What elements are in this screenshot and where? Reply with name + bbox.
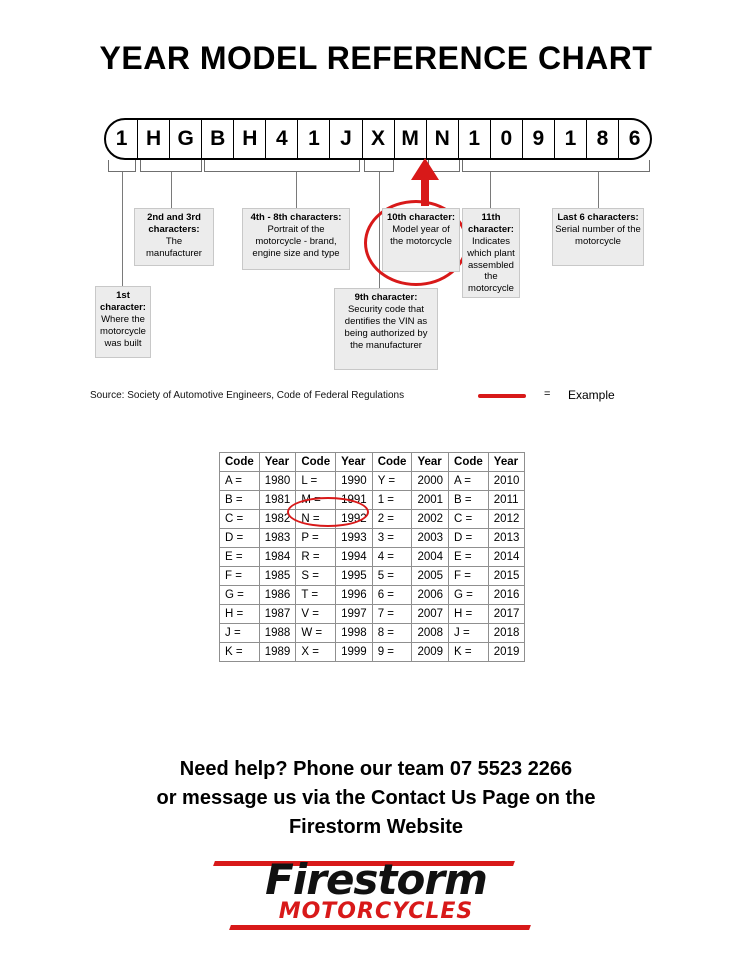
leader-line-11th: [490, 172, 491, 208]
callout-heading: 1st character:: [100, 290, 146, 313]
leader-line-1st: [122, 172, 123, 286]
cell-code: V =: [296, 605, 336, 624]
table-row: [220, 548, 525, 567]
column-header: Code: [296, 453, 336, 472]
cell-code: G =: [220, 586, 260, 605]
cell-code: 3 =: [372, 529, 412, 548]
vin-char: 1: [459, 120, 491, 158]
leader-line-4th-8th: [296, 172, 297, 208]
legend-red-line-icon: [478, 394, 526, 398]
cell-year: 1984: [259, 548, 296, 567]
column-header: Year: [259, 453, 296, 472]
cell-code: E =: [449, 548, 489, 567]
cell-code: A =: [220, 472, 260, 491]
callout-heading: 2nd and 3rd characters:: [147, 212, 201, 235]
table-row: [220, 529, 525, 548]
column-header: Year: [412, 453, 449, 472]
cell-code: J =: [449, 624, 489, 643]
footer-line-2: or message us via the Contact Us Page on the: [156, 787, 596, 809]
callout-heading: 4th - 8th characters:: [250, 212, 342, 223]
vin-char: 9: [523, 120, 555, 158]
callout-heading: 9th character:: [354, 292, 418, 303]
vin-char: 8: [587, 120, 619, 158]
cell-year: 1996: [336, 586, 373, 605]
vin-char: 1: [555, 120, 587, 158]
cell-year: 1989: [259, 643, 296, 662]
column-header: Year: [488, 453, 525, 472]
cell-year: 1987: [259, 605, 296, 624]
cell-code: 5 =: [372, 567, 412, 586]
cell-code: 4 =: [372, 548, 412, 567]
cell-year: 2012: [488, 510, 525, 529]
cell-year: 1994: [336, 548, 373, 567]
cell-year: 1999: [336, 643, 373, 662]
vin-char: H: [138, 120, 170, 158]
cell-year: 2006: [412, 586, 449, 605]
cell-year: 1997: [336, 605, 373, 624]
leader-line-last-6: [598, 172, 599, 208]
vin-char: J: [330, 120, 362, 158]
cell-year: 1991: [336, 491, 373, 510]
cell-year: 1992: [336, 510, 373, 529]
callout-4th-8th-characters: [242, 208, 350, 270]
cell-year: 2004: [412, 548, 449, 567]
vin-char: M: [395, 120, 427, 158]
cell-code: 8 =: [372, 624, 412, 643]
cell-code: H =: [220, 605, 260, 624]
cell-code: R =: [296, 548, 336, 567]
cell-year: 1998: [336, 624, 373, 643]
table-row: [220, 510, 525, 529]
cell-code: 6 =: [372, 586, 412, 605]
cell-year: 2016: [488, 586, 525, 605]
page-title: YEAR MODEL REFERENCE CHART: [99, 40, 653, 76]
cell-code: C =: [449, 510, 489, 529]
column-header: Code: [449, 453, 489, 472]
callout-heading: Last 6 characters:: [557, 212, 639, 223]
callout-body: Security code that dentifies the VIN as being authorized by the manufacturer: [344, 303, 428, 351]
cell-year: 2014: [488, 548, 525, 567]
callout-body: The manufacturer: [146, 235, 202, 259]
table-header-row: [220, 453, 525, 472]
cell-year: 2010: [488, 472, 525, 491]
cell-year: 2018: [488, 624, 525, 643]
firestorm-logo: [186, 855, 566, 935]
cell-year: 1983: [259, 529, 296, 548]
logo-swoosh-bottom-icon: [229, 925, 531, 930]
footer-line-1: Need help? Phone our team 07 5523 2266: [179, 758, 573, 780]
cell-code: W =: [296, 624, 336, 643]
callout-last-6-characters: [552, 208, 644, 266]
table-row: [220, 491, 525, 510]
cell-code: 7 =: [372, 605, 412, 624]
column-header: Code: [372, 453, 412, 472]
cell-code: K =: [449, 643, 489, 662]
table-row: [220, 605, 525, 624]
callout-2nd-3rd-characters: [134, 208, 214, 266]
cell-year: 2019: [488, 643, 525, 662]
logo-subtext: MOTORCYCLES: [278, 899, 474, 924]
callout-heading: 11th character:: [468, 212, 514, 235]
cell-code: Y =: [372, 472, 412, 491]
cell-year: 1990: [336, 472, 373, 491]
callout-body: Indicates which plant assembled the motorcycle: [467, 235, 515, 295]
cell-code: T =: [296, 586, 336, 605]
cell-code: F =: [449, 567, 489, 586]
legend-equals: =: [544, 388, 551, 400]
cell-code: G =: [449, 586, 489, 605]
table-row: [220, 472, 525, 491]
footer-contact: [0, 755, 752, 842]
cell-code: B =: [220, 491, 260, 510]
cell-code: B =: [449, 491, 489, 510]
callout-body: Serial number of the motorcycle: [555, 223, 641, 247]
cell-year: 2011: [488, 491, 525, 510]
cell-year: 1980: [259, 472, 296, 491]
cell-year: 2007: [412, 605, 449, 624]
cell-code: C =: [220, 510, 260, 529]
table-row: [220, 624, 525, 643]
column-header: Code: [220, 453, 260, 472]
bracket-2nd-3rd-characters: [140, 160, 202, 172]
callout-9th-character: [334, 288, 438, 370]
column-header: Year: [336, 453, 373, 472]
vin-char: 1: [106, 120, 138, 158]
cell-code: E =: [220, 548, 260, 567]
red-arrow-head-icon: [411, 158, 439, 180]
vin-character-bar: [104, 118, 652, 160]
bracket-9th-character: [364, 160, 394, 172]
cell-year: 1993: [336, 529, 373, 548]
vin-char: 6: [628, 127, 641, 150]
cell-year: 1995: [336, 567, 373, 586]
vin-char: 1: [298, 120, 330, 158]
callout-10th-character: [382, 208, 460, 272]
vin-char: X: [363, 120, 395, 158]
cell-code: 2 =: [372, 510, 412, 529]
cell-year: 2013: [488, 529, 525, 548]
cell-year: 1988: [259, 624, 296, 643]
cell-code: K =: [220, 643, 260, 662]
cell-year: 2000: [412, 472, 449, 491]
red-arrow-stem: [421, 176, 429, 206]
leader-line-2nd-3rd: [171, 172, 172, 208]
vin-char: G: [170, 120, 202, 158]
source-note: Source: Society of Automotive Engineers, Code of Federal Regulations: [90, 390, 405, 401]
callout-1st-character: [95, 286, 151, 358]
cell-code: D =: [220, 529, 260, 548]
callout-body: Portrait of the motorcycle - brand, engine size and type: [252, 223, 340, 259]
table-row: [220, 586, 525, 605]
cell-code: P =: [296, 529, 336, 548]
bracket-last-6-characters: [462, 160, 650, 172]
cell-code: N =: [296, 510, 336, 529]
callout-11th-character: [462, 208, 520, 298]
cell-code: 1 =: [372, 491, 412, 510]
vin-char: 4: [266, 120, 298, 158]
cell-code: S =: [296, 567, 336, 586]
cell-year: 1985: [259, 567, 296, 586]
vin-char: B: [202, 120, 234, 158]
cell-year: 1982: [259, 510, 296, 529]
vin-char: 0: [491, 120, 523, 158]
cell-code: X =: [296, 643, 336, 662]
cell-year: 2003: [412, 529, 449, 548]
vin-char: N: [427, 120, 459, 158]
bracket-1st-character: [108, 160, 136, 172]
callout-body: Model year of the motorcycle: [390, 223, 452, 247]
table-row: [220, 643, 525, 662]
cell-year: 2001: [412, 491, 449, 510]
cell-year: 2009: [412, 643, 449, 662]
cell-code: J =: [220, 624, 260, 643]
logo-wordmark: Firestorm: [265, 855, 487, 904]
cell-year: 2005: [412, 567, 449, 586]
cell-year: 1981: [259, 491, 296, 510]
cell-code: 9 =: [372, 643, 412, 662]
footer-line-3: Firestorm Website: [288, 816, 464, 838]
red-circle-m-1991: [287, 497, 369, 527]
cell-code: A =: [449, 472, 489, 491]
cell-year: 2008: [412, 624, 449, 643]
cell-year: 1986: [259, 586, 296, 605]
cell-year: 2015: [488, 567, 525, 586]
table-row: [220, 567, 525, 586]
cell-year: 2017: [488, 605, 525, 624]
callout-heading: 10th character:: [386, 212, 456, 223]
cell-code: L =: [296, 472, 336, 491]
vin-char: H: [234, 120, 266, 158]
cell-code: F =: [220, 567, 260, 586]
year-code-table: [219, 452, 525, 662]
cell-code: M =: [296, 491, 336, 510]
callout-body: Where the motorcycle was built: [100, 313, 146, 349]
cell-code: H =: [449, 605, 489, 624]
cell-code: D =: [449, 529, 489, 548]
legend-label: Example: [568, 388, 615, 402]
cell-year: 2002: [412, 510, 449, 529]
bracket-4th-8th-characters: [204, 160, 360, 172]
